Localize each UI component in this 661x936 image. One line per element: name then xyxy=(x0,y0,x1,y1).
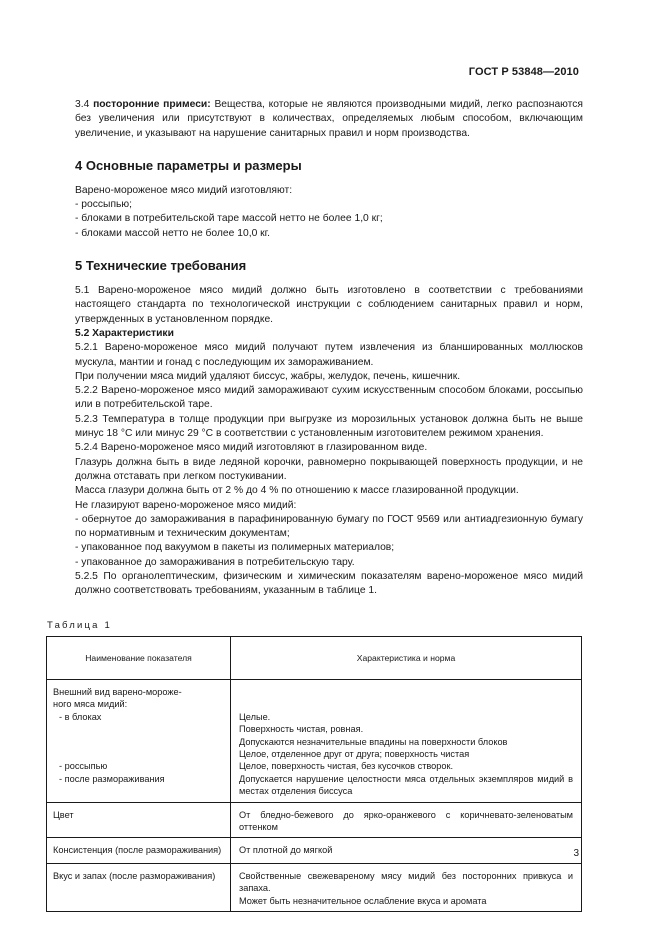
table-header-row xyxy=(47,636,582,679)
paragraph-5-1: 5.1 Варено-мороженое мясо мидий должно быть изготовлено в соответствии с требованиями настоящего стандарта по технологической инструкции с соблюдением санитарных правил и норм, утвержденных в установленном порядке. xyxy=(75,285,583,325)
paragraph-5-2-1: 5.2.1 Варено-мороженое мясо мидий получают путем извлечения из бланшированных моллюсков мускула, мантии и гонад с последующим их замораживанием. xyxy=(75,342,583,368)
list-item: - блоками массой нетто не более 10,0 кг. xyxy=(75,227,271,239)
indicator-cell xyxy=(47,802,231,838)
definition-term: посторонние примеси: xyxy=(93,99,211,110)
norm-cell xyxy=(231,679,582,802)
table-row xyxy=(47,679,582,802)
indicator-cell xyxy=(47,838,231,863)
table-row xyxy=(47,863,582,911)
cell-line xyxy=(53,748,224,760)
cell-line: Вкус и запах (после размораживания) xyxy=(53,870,216,881)
page-number: 3 xyxy=(573,848,579,859)
paragraph-5-2-5: 5.2.5 По органолептическим, физическим и химическим показателям варено-мороженое мясо мидий должно соответствовать требованиям, указанным в таблице 1. xyxy=(75,571,583,597)
table-row xyxy=(47,802,582,838)
definition-3-4 xyxy=(75,98,583,141)
cell-line: Цвет xyxy=(53,809,74,820)
norm-cell xyxy=(231,802,582,838)
cell-line: Поверхность чистая, ровная. xyxy=(239,724,364,735)
indicator-cell xyxy=(47,863,231,911)
cell-line: Внешний вид варено-мороже- xyxy=(53,686,182,697)
cell-line: - в блоках xyxy=(59,711,102,722)
list-item: - россыпью; xyxy=(75,199,132,211)
cell-line: - россыпью xyxy=(59,761,108,772)
document-code: ГОСТ Р 53848—2010 xyxy=(468,66,579,78)
table-row xyxy=(47,838,582,863)
list-item: - блоками в потребительской таре массой нетто не более 1,0 кг; xyxy=(75,213,383,225)
cell-line: ного мяса мидий: xyxy=(53,699,128,710)
cell-line: От плотной до мягкой xyxy=(239,845,333,856)
paragraph-5-2-4b: Глазурь должна быть в виде ледяной корочки, равномерно покрывающей поверхность продукции, и не должна отставать при легком постукивании. xyxy=(75,456,583,482)
section-5-title: 5 Технические требования xyxy=(75,258,247,274)
cell-line xyxy=(239,686,573,698)
definition-text: Вещества, которые не являются производными мидий, легко распознаются без увеличения или присутствуют в количествах, определяемых любым способом, включающим увеличение, и указывают на нарушение санитарных правил и норм производства. xyxy=(75,99,583,139)
cell-line xyxy=(53,736,224,748)
cell-line: Свойственные свежевареному мясу мидий без посторонних привкуса и запаха. xyxy=(239,870,573,894)
characteristics-table xyxy=(46,636,582,912)
section-4-title: 4 Основные параметры и размеры xyxy=(75,157,302,173)
cell-line xyxy=(53,723,224,735)
cell-line: Допускается нарушение целостности мяса отдельных экземпляров мидий в местах отделения биссуса xyxy=(239,773,573,797)
table-caption: Таблица 1 xyxy=(47,619,112,631)
cell-line: Может быть незначительное ослабление вкуса и аромата xyxy=(239,895,487,906)
section-4-intro: Варено-мороженое мясо мидий изготовляют: xyxy=(75,184,293,196)
cell-line: Консистенция (после размораживания) xyxy=(53,845,222,856)
cell-line: Целое, поверхность чистая, без кусочков створок. xyxy=(239,761,454,772)
subsection-5-2-title: 5.2 Характеристики xyxy=(75,327,174,339)
paragraph-5-2-3: 5.2.3 Температура в толще продукции при выгрузке из морозильных установок должна быть не выше минус 18 °С или минус 29 °С в соответствии с установленным изготовителем режимом хранения. xyxy=(75,413,583,440)
paragraph-5-2-1b: При получении мяса мидий удаляют биссус, жабры, желудок, печень, кишечник. xyxy=(75,370,461,382)
paragraph-5-2-4: 5.2.4 Варено-мороженое мясо мидий изготовляют в глазированном виде. xyxy=(75,442,428,454)
cell-line: Целое, отделенное друг от друга; поверхность чистая xyxy=(239,748,470,759)
norm-cell xyxy=(231,838,582,863)
cell-line xyxy=(239,698,573,710)
list-item: - обернутое до замораживания в парафинированную бумагу по ГОСТ 9569 или антиадгезионную бумагу по нормативным и техническим документам; xyxy=(75,513,583,540)
cell-line: Допускаются незначительные впадины на поверхности блоков xyxy=(239,736,508,747)
list-item: - упакованное до замораживания в потребительскую тару. xyxy=(75,556,355,568)
cell-line: - после размораживания xyxy=(59,773,165,784)
cell-line: Целые. xyxy=(239,711,271,722)
document-body xyxy=(47,98,583,912)
indicator-cell xyxy=(47,679,231,802)
paragraph-5-2-2: 5.2.2 Варено-мороженое мясо мидий замораживают сухим искусственным способом блоками, россыпью или в потребительской таре. xyxy=(75,385,583,411)
column-header: Характеристика и норма xyxy=(231,636,582,679)
list-item: - упакованное под вакуумом в пакеты из полимерных материалов; xyxy=(75,542,395,554)
column-header: Наименование показателя xyxy=(47,636,231,679)
definition-number: 3.4 xyxy=(75,99,90,110)
paragraph-5-2-4c: Масса глазури должна быть от 2 % до 4 % по отношению к массе глазированной продукции. xyxy=(75,485,519,497)
cell-line: От бледно-бежевого до ярко-оранжевого с коричневато-зеленоватым оттенком xyxy=(239,809,573,832)
paragraph-5-2-4d: Не глазируют варено-мороженое мясо мидий: xyxy=(75,499,297,511)
norm-cell xyxy=(231,863,582,911)
